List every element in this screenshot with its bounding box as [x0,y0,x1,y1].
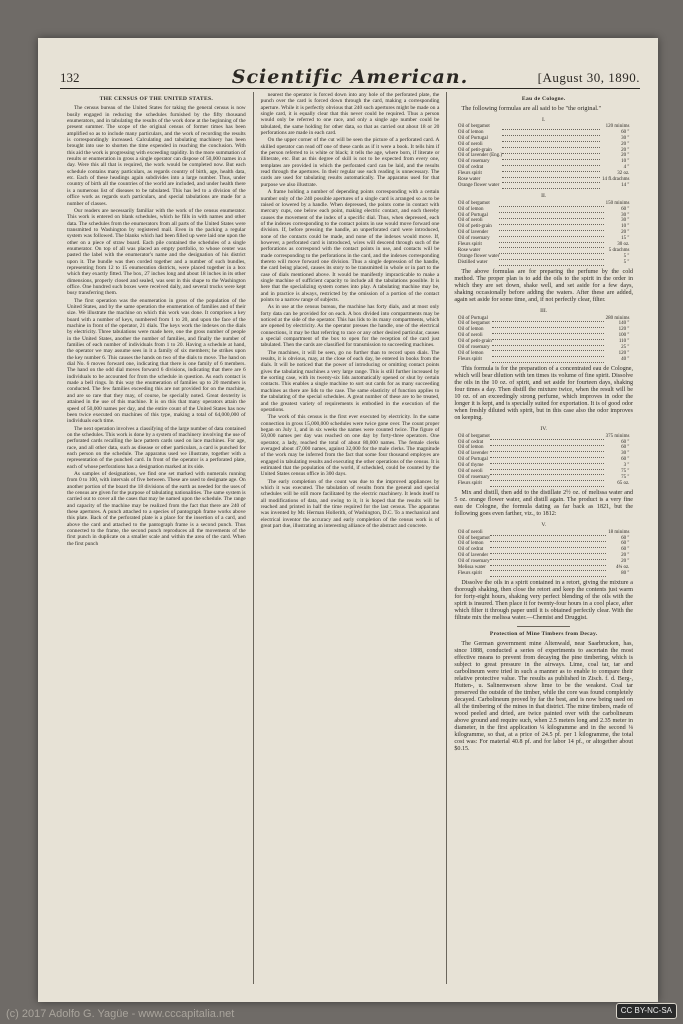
ingredient-name: Oil of bergamot [457,321,490,327]
ingredient-name: Oil of neroli [457,529,483,535]
ingredient-name: Oil of petit-grain [457,147,492,153]
formula-block [454,308,633,363]
formula-row [458,183,630,189]
ingredient-name: Oil of neroli [457,141,483,147]
ingredient-name: Oil of lemon [457,327,484,333]
ingredient-name: Fleurs spirit [457,570,482,576]
leader-dots [490,481,604,487]
census-paragraph: The next operation involves a classifying of the large number of data contained on the schedules. This work is done by a system of machinery involving the use of perforated cards recalling the lace pattern cards used on lace machines. For age, race, and all other data, such as disease or other particulars, a card is punched for each person on the schedule. The apparatus used we illustrate, together with a representation of the punched card. In front of the operator is a perforated plate, each of whose perforations has a designation marked at its side. [67,425,246,470]
ingredient-amount: 60 " [621,206,630,212]
ingredient-amount: 30 " [621,135,630,141]
leader-dots [490,571,606,577]
ingredient-amount: 60 " [621,541,630,547]
ingredient-name: Oil of bergamot [457,123,490,129]
ingredient-name: Oil of lemon [457,129,484,135]
ingredient-name: Fleurs spirit [457,171,482,177]
formula-row [458,357,630,363]
ingredient-amount: 100 " [618,333,630,339]
census-paragraph: A frame holding a number of depending points corresponding with a certain number only of the 240 possible apertures of a single card is arranged so as to be raised or lowered by a handle. When depressed, the points come in contact with mercury cups, one below each point, making electric contact, and each thereby causes the movement of the index of a specific dial. Thus, when depressed, each of the indexes corresponding to the contact points in use would move forward one division. If, before pressing the handle, an unperforated card were introduced, none of the contacts could be made, and none of the indexes would move. If, however, a perforated card is introduced, wires will descend through such of the perforations as correspond with the contact points in use, and contacts will be made corresponding to the perforations in the card, and the indexes corresponding thereto will move forward one division. Thus a single depression of the handle, the card being placed, causes its story to be transmitted in whole or in part to the case of dials mentioned above. It would be manifestly impracticable to make a single machine of sufficient capacity to include all the tabulations possible. It is here that the specializing system comes into play. A tabulating machine may be, and in practice is always, restricted by the omission of a portion of the contact points to a narrow range of subjects. [260,189,440,303]
ingredient-name: Oil of petit-grain [457,339,492,345]
cologne-paragraph: Mix and distill, then add to the distillate 2½ oz. of melissa water and 5 oz. orange flower water, and distill again. The product is a very fine eau de Cologne, the formula dating as far back as 1821, but the following goes even farther, viz., to 1812: [454,490,634,518]
page-number: 132 [60,70,80,85]
formula-row [458,481,630,487]
formula-table [458,530,630,578]
ingredient-name: Oil of neroli [457,469,483,475]
article-columns [60,92,640,984]
ingredient-name: Oil of bergamot [457,200,490,206]
ingredient-name: Oil of Portugal [457,212,488,218]
ingredient-amount: 14 " [621,182,630,188]
ingredient-name: Rose water [457,177,481,183]
census-paragraph: The first operation was the enumeration in gross of the population of the United States, and by the same operation the enumeration of families and of their size. We illustrate the machine on which this work was done. It comprises a key board with a number of keys, numbered from 1 to 20, and upon the face of the machine in front of the operator, 21 dials. The keys work the indexes on the dials by electricity. Three tabulations were made here, one the gross number of people in the United States, another the number of families, and finally the number of families of each number of individuals from 1 to 20. Having a schedule at hand, the operator we may assume sees in it a family of six members; he strikes upon the key number 6. This causes the hands on two of the dials to move. The hand on dial No. 6 moves forward one, indicating that there is one family of 6 members. The hand on the odd dial moves forward 6 divisions, indicating that there are 6 individuals to be accounted for from the schedule in question. As each contact is made a bell rings. In this way the enumeration of families up to 20 members is conducted. The few families exceeding this are not provided for on the machine, and are so rare that they may, of course, be specially noted. Great dexterity is attained in the use of this machine. It is on this that many operators attain the speed of 50,000 names per day, and the entire count of the United States has now been twice executed on machines of this type, making a total of 64,000,000 of individuals each time. [67,297,246,425]
ingredient-name: Oil of rosemary [457,559,490,565]
ingredient-amount: 14 fl.drachms [601,177,630,183]
ingredient-amount: 5 " [623,259,630,265]
formula-numeral: V. [541,522,547,529]
ingredient-name: Oil of rosemary [457,159,490,165]
ingredient-name: Oil of lavender [457,451,489,457]
ingredient-amount: 150 minims [605,200,630,206]
ingredient-amount: 60 " [621,439,630,445]
census-article-heading: THE CENSUS OF THE UNITED STATES. [99,96,214,102]
leader-dots [499,260,603,266]
ingredient-name: Oil of lavender (Eng.) [457,153,503,159]
ingredient-amount: 60 " [621,535,630,541]
ingredient-amount: 120 minims [605,123,630,129]
ingredient-amount: 120 " [618,350,630,356]
ingredient-amount: 20 " [621,153,630,159]
census-paragraph: As samples of designations, we find one set marked with numerals running from 0 to 100, with intervals of five between. These are used to designate age. On another portion of the board the 18 divisions of the earth as needed for the uses of the census are given for the purpose of tabulating nationalities. The same system is carried out to cover all the cases that may be named upon the schedule. The range and capacity of the machine may be realized from the fact that there are 240 of these apertures. A punch attached to a species of pantograph frame works above this plate. Back of the perforated plate is a place for the insertion of a card, and above the card and attached to the pantograph frame is a second punch. Thus connected to the frame, the second punch reproduces all the movements of the first punch in duplicate on a smaller scale and within the area of the card. When the first punch [67,470,246,547]
ingredient-name: Oil of neroli [457,333,483,339]
ingredient-name: Distilled water [457,259,488,265]
formula-numeral: III. [540,308,548,315]
column-right [447,92,640,984]
formula-numeral: I. [542,116,546,123]
ingredient-amount: 4 " [623,165,630,171]
census-paragraph: The machines, it will be seen, go no further than to record upon dials. The results, it is obvious, may, at the close of each day, be entered in books from the dials. It will be noticed that the power of introducing or omitting contact points gives the tabulating machines a very large range. This is still further increased by the sorting case, with its twenty-six lids automatically opened or shut by certain contacts. This enables a single machine to sort out cards for as many succeeding machines as there are lids to the case. The same elasticity of function applies to the tabulating of the special schedules. A great number of these are to be treated, and the greatest variety of requirements is embodied in the execution of the operations. [260,349,440,413]
article-divider [517,626,571,627]
ingredient-name: Oil of petit-grain [457,224,492,230]
ingredient-name: Oil of lemon [457,206,484,212]
ingredient-amount: 280 minims [605,315,630,321]
ingredient-name: Oil of cedrat [457,547,484,553]
issue-date: [August 30, 1890. [537,70,640,85]
ingredient-name: Oil of cedrat [457,439,484,445]
ingredient-amount: 20 " [621,553,630,559]
ingredient-name: Fleurs spirit [457,242,482,248]
ingredient-amount: 60 " [621,547,630,553]
copyright-credit: (c) 2017 Adolfo G. Yagüe - www.cccapitalia.net [6,1008,235,1020]
mine-paragraph: The German government mine Altenwald, near Saarbrucken, has, since 1888, conducted a series of experiments to ascertain the most effective means to prevent from decaying the pine timbering, which is subject to great pressure in the airways. Lime, coal tar, tar and carbolineum were tried in such a manner as to enable to compare their relative protective value. The results as published in Zisch. f. d. Berg-, Hutten-, u. Salinenwesen show lime to be the weakest. Coal tar preserved the outside of the timber, while the core was found completely decayed. Carbolineum proved by far the best, and is now being used on all the timbering of the mines in that district. The mine timbers, made of wood peeled and dried, are twice painted over with the carbolineum above ground and require such, when 2.5 meters long and 2.35 meter in diameter, in the first application ¼ kilogramme and in the second ⅛ kilogramme, so that, at a price of 24.5 pf. per 1 kilogramme, the total cost was: For material 40.8 pf. and for labor 14 pf., or altogether about $0.15. [454,640,634,752]
formula-block [454,426,633,487]
ingredient-amount: 15 " [621,236,630,242]
ingredient-amount: 20 " [621,559,630,565]
ingredient-name: Oil of cedrat [457,165,484,171]
formula-table [458,434,630,488]
formula-numeral: IV. [540,426,547,433]
ingredient-amount: 5 drachms [608,247,630,253]
ingredient-name: Oil of bergamot [457,433,490,439]
formula-numeral: II. [541,193,547,200]
census-paragraph: As in use at the census bureau, the machine has forty dials, and at most only forty data can be provided for on each. A box divided into compartments may be noticed at the side of the operator. This has lids to its many compartments, which are opened by electricity. As the operator presses the handle, one of the electrical connections, it may be that referring to race or any other desired particular, causes a special compartment of the box to open for the reception of the card just tabulated. Then the cards are classified for transmission to succeeding machines. [260,304,440,349]
ingredient-name: Fleurs spirit [457,480,482,486]
ingredient-name: Oil of lemon [457,541,484,547]
ingredient-amount: 110 " [618,339,630,345]
ingredient-amount: 20 " [621,147,630,153]
formula-row [458,571,630,577]
ingredient-amount: 375 minims [605,433,630,439]
ingredient-name: Oil of rosemary [457,474,490,480]
column-left [60,92,254,984]
ingredient-amount: 5 " [623,253,630,259]
ingredient-name: Oil of thyme [457,463,484,469]
ingredient-name: Rose water [457,247,481,253]
ingredient-amount: 10 " [621,224,630,230]
ingredient-name: Oil of Portugal [457,135,488,141]
ingredient-amount: 30 " [621,451,630,457]
census-paragraph: The early completion of the count was due to the improved appliances by which it was executed. The tabulation of results from the general and special schedules will be still more facilitated by the electric machinery. It lends itself to all modifications of data, and owing to it, it is hoped that the results will be reached and printed in half the time required for the last census. The apparatus was invented by Mr. Herman Hollerith, of Washington, D.C. To a mechanical and electrical inventor the accuracy and early completion of the census work is of great part due, illustrating an interesting alliance of the abstract and concrete. [260,478,440,530]
cologne-paragraph: This formula is for the preparation of a concentrated eau de Cologne, which will bear dilution with ten times its volume of fine spirit. Dissolve the oils in the 10 oz. of spirit, and set aside for fourteen days, shaking four times a day. Then distill the mixture twice, when the result will be 10 oz. of an exceedingly strong perfume, which improves in odor the longer it is kept, and is specially suited for exportation. It is of good odor when freshly diluted with spirit, but in this case also the odor improves on keeping. [454,366,634,422]
ingredient-amount: 32 oz. [617,171,630,177]
newspaper-page [38,38,658,1002]
column-middle [254,92,448,984]
ingredient-name: Oil of Portugal [457,315,488,321]
ingredient-name: Oil of lemon [457,350,484,356]
ingredient-amount: 30 oz. [617,242,630,248]
ingredient-name: Oil of rosemary [457,345,490,351]
ingredient-name: Oil of Portugal [457,457,488,463]
formula-block [454,522,633,577]
formula-row [458,260,630,266]
ingredient-name: Oil of lavender [457,230,489,236]
ingredient-amount: 30 " [621,212,630,218]
mine-article-heading: Protection of Mine Timbers from Decay. [489,631,598,638]
ingredient-amount: 60 " [621,445,630,451]
ingredient-name: Oil of bergamot [457,535,490,541]
ingredient-amount: 10 " [621,159,630,165]
ingredient-amount: 80 " [621,570,630,576]
cologne-article-heading: Eau de Cologne. [521,96,566,102]
ingredient-amount: 65 oz. [617,480,630,486]
census-paragraph: Our readers are necessarily familiar with the work of the census enumerator. This work is entered on blank schedules, which he fills in with names and other data. The schedules from the enumerators from all parts of the United States were transmitted to Washington by registered mail. Even in the packing a regular system was followed. The blanks which had been filled up were laid one upon the other on a piece of straw board. Each pile contained the schedules of a single enumerator. On top of all was placed an empty portfolio, to whose center was pasted the label with the enumerator's name and the designation of his district upon it. The bundle was then corded together and a number of such bundles, representing from 12 to 15 enumeration districts, were placed together in a box which they exactly fitted. The box, 27 inches long and about 18 inches in its other dimensions, properly closed and sealed, was sent in this shape to the Washington office. One hundred such boxes were received daily, and several trucks were kept busy transferring them. [67,207,246,297]
ingredient-amount: 75 " [621,474,630,480]
ingredient-name: Oil of rosemary [457,236,490,242]
ingredient-amount: 60 " [621,457,630,463]
ingredient-name: Melissa water [457,565,486,571]
ingredient-amount: 120 " [618,327,630,333]
formula-table [458,124,630,189]
cologne-paragraph: The above formulas are for preparing the perfume by the cold method. The proper plan is to add the oils to the spirit in the order in which they are set down, shake well, and set aside for a few days, shaking occasionally before adding the waters. After these are added, again set aside for some time, and, if not perfectly clear, filter. [454,269,634,304]
formula-table [458,201,630,266]
masthead-title: Scientific American. [231,66,469,88]
ingredient-name: Fleurs spirit [457,356,482,362]
ingredient-amount: 60 " [621,129,630,135]
ingredient-amount: 4¾ oz. [615,565,630,571]
ingredient-amount: 25 " [621,345,630,351]
formula-block [454,117,633,190]
ingredient-amount: 18 minims [608,529,630,535]
formula-table [458,316,630,364]
census-paragraph: On the upper corner of the cut will be seen the picture of a perforated card. A skilled operator can read off one of these cards as if it were a book. It tells him if the person referred to is white or black; it tells the age, where born, if literate or illiterate, etc. But as this degree of skill is not to be expected from every one, templates are provided in which the perforated card can be laid, and the results read through the apertures. In their regular use such reading is unnecessary. The cards are used for tabulating results automatically. The apparatus used for that purpose we also illustrate. [260,137,440,188]
ingredient-amount: 20 " [621,141,630,147]
ingredient-amount: 75 " [621,469,630,475]
census-paragraph: nearest the operator is forced down into any hole of the perforated plate, the punch over the card is forced down through the card, making a corresponding aperture. While it is perfectly obvious that 240 such apertures might be made on a single card, it is equally clear that this never could be required. Thus a person would only be referred to one race, and only a single age number could be tabulated, the same holding for other data, so that as carried out about 18 or 20 perforations are made in each card. [260,92,440,137]
ingredient-name: Orange flower water [457,182,500,188]
ingredient-amount: 3 " [623,463,630,469]
ingredient-name: Oil of neroli [457,218,483,224]
ingredient-name: Oil of lavender [457,553,489,559]
ingredient-amount: 140 " [618,321,630,327]
page-header [60,64,640,89]
cologne-intro: The following formulas are all said to be "the original." [461,105,602,113]
leader-dots [492,357,604,363]
census-paragraph: The census bureau of the United States for taking the general census is now busily engaged in reducing the schedules furnished by the fifty thousand enumerators, and in tabulating the results of the work done at the beginning of the present summer. The scope of the original census of former times has been amplified so as to include many particulars, and the work of recording the results is correspondingly increased. Calculating and tabulating machinery has been brought into use to shorten the time expended in reaching the conclusion. With this aid the work is progressing with exceeding rapidity. In the more summation of results or enumeration in gross a single operator can dispose of 50,000 names in a day. Were this all that is required, the work would be completed now. But each schedule contains many particulars, as regards country of birth, age, health data, etc. Each of these headings again subdivides into a large number. Thus, under country of birth all the countries of the world are included, and under health there is a numerous list of diseases to be tabulated. This has led to a division of the office work as regards such particulars, and special tabulations are made for a number of classes. [67,105,246,207]
ingredient-amount: 20 " [621,230,630,236]
ingredient-amount: 30 " [621,218,630,224]
formula-block [454,193,633,266]
leader-dots [502,183,600,189]
ingredient-name: Oil of lemon [457,445,484,451]
census-paragraph: The work of this census is the first ever executed by electricity. In the same connection in gross 15,000,000 schedules were twice gone over. The count proper began on July 1, and in six weeks the names were counted twice. The figure of 50,000 names per day was reached on one day by forty-three operators. One operator, a lady, reached the total of about 80,000 names. The female clerks averaged about 47,000 names, against 32,000 for the male clerks. The magnitude of the work may be inferred from the fact that some four thousand employes are engaged in tabulating results and executing the other operations of the census. It is estimated that the population of the world, if scheduled, could be counted by the United States census office in 300 days. [260,414,440,478]
ingredient-name: Orange flower water [457,253,500,259]
ingredient-amount: 40 " [621,356,630,362]
cologne-paragraph: Dissolve the oils in a spirit contained in a retort, giving the mixture a thorough shaking, then close the retort and keep the contents just warm for forty-eight hours, shaking very perfect blending of the oils with the spirit is insured. Then place it for twenty-four hours in a cool place, after which filter it through paper until it is obtained perfectly clear. With the filtrate mix the melissa water.—Chemist and Druggist. [454,580,634,622]
license-badge: CC BY-NC-SA [616,1003,677,1019]
